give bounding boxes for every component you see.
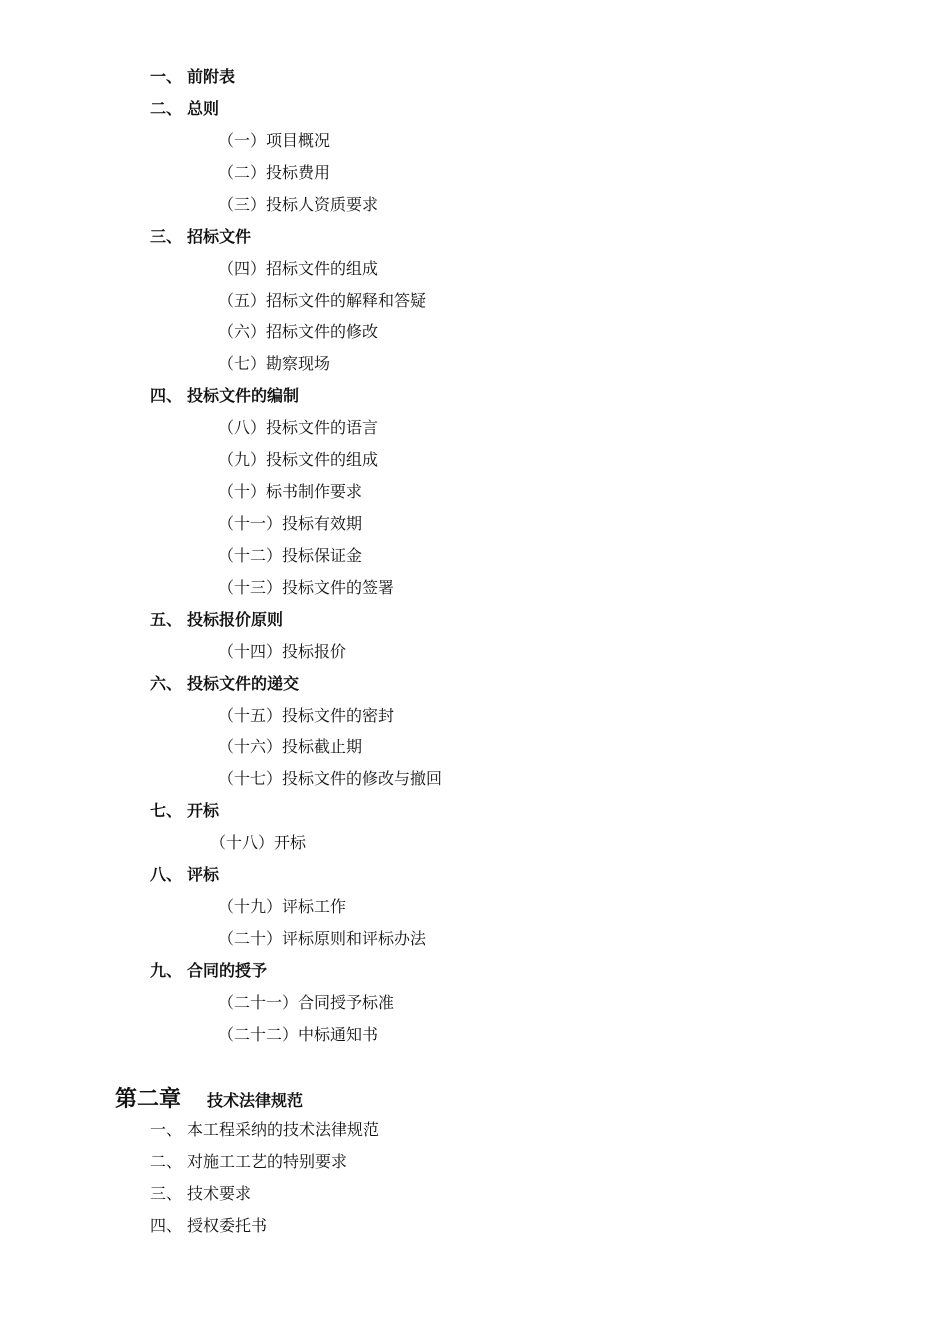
toc-item: （十六）投标截止期 [218,737,363,756]
section-heading [150,227,251,247]
toc-item: （一）项目概况 [218,131,331,150]
section-title: 投标文件的编制 [187,386,300,405]
toc-item: （六）招标文件的修改 [218,322,379,341]
toc-item: （二十一）合同授予标准 [218,993,395,1012]
toc-item: （九）投标文件的组成 [218,450,379,469]
list-item [150,1184,251,1204]
chapter-heading [115,1082,303,1113]
section-heading [150,67,235,87]
item-text: 对施工工艺的特别要求 [187,1152,348,1171]
item-number: 二、 [150,1152,183,1171]
section-title: 前附表 [187,67,236,86]
toc-item: （二）投标费用 [218,163,331,182]
section-number: 四、 [150,386,183,405]
chapter-title: 第二章 [115,1087,182,1112]
item-number: 四、 [150,1216,183,1235]
item-text: 本工程采纳的技术法律规范 [187,1120,380,1139]
section-title: 投标文件的递交 [187,674,300,693]
section-number: 八、 [150,865,183,884]
toc-item: （十一）投标有效期 [218,514,363,533]
toc-item: （二十二）中标通知书 [218,1025,379,1044]
item-number: 三、 [150,1184,183,1203]
section-number: 五、 [150,610,183,629]
section-number: 七、 [150,801,183,820]
toc-item: （十八）开标 [210,833,307,852]
section-heading [150,674,299,694]
toc-item: （三）投标人资质要求 [218,195,379,214]
section-number: 九、 [150,961,183,980]
section-heading [150,99,219,119]
section-number: 三、 [150,227,183,246]
list-item [150,1216,267,1236]
toc-item: （八）投标文件的语言 [218,418,379,437]
section-title: 评标 [187,865,220,884]
section-number: 一、 [150,67,183,86]
section-title: 投标报价原则 [187,610,284,629]
toc-item: （十三）投标文件的签署 [218,578,395,597]
section-heading [150,801,219,821]
list-item [150,1152,347,1172]
toc-item: （五）招标文件的解释和答疑 [218,291,427,310]
section-heading [150,610,283,630]
toc-item: （四）招标文件的组成 [218,259,379,278]
toc-item: （十七）投标文件的修改与撤回 [218,769,443,788]
item-number: 一、 [150,1120,183,1139]
section-heading [150,865,219,885]
section-heading [150,386,299,406]
toc-item: （七）勘察现场 [218,354,331,373]
toc-item: （十二）投标保证金 [218,546,363,565]
item-text: 授权委托书 [187,1216,268,1235]
section-title: 合同的授予 [187,961,268,980]
list-item [150,1120,379,1140]
chapter-subtitle: 技术法律规范 [207,1091,304,1110]
item-text: 技术要求 [187,1184,252,1203]
section-title: 总则 [187,99,220,118]
toc-item: （十）标书制作要求 [218,482,363,501]
section-title: 招标文件 [187,227,252,246]
section-title: 开标 [187,801,220,820]
section-heading [150,961,267,981]
toc-item: （十九）评标工作 [218,897,347,916]
section-number: 六、 [150,674,183,693]
toc-item: （十五）投标文件的密封 [218,706,395,725]
toc-item: （二十）评标原则和评标办法 [218,929,427,948]
section-number: 二、 [150,99,183,118]
toc-item: （十四）投标报价 [218,642,347,661]
